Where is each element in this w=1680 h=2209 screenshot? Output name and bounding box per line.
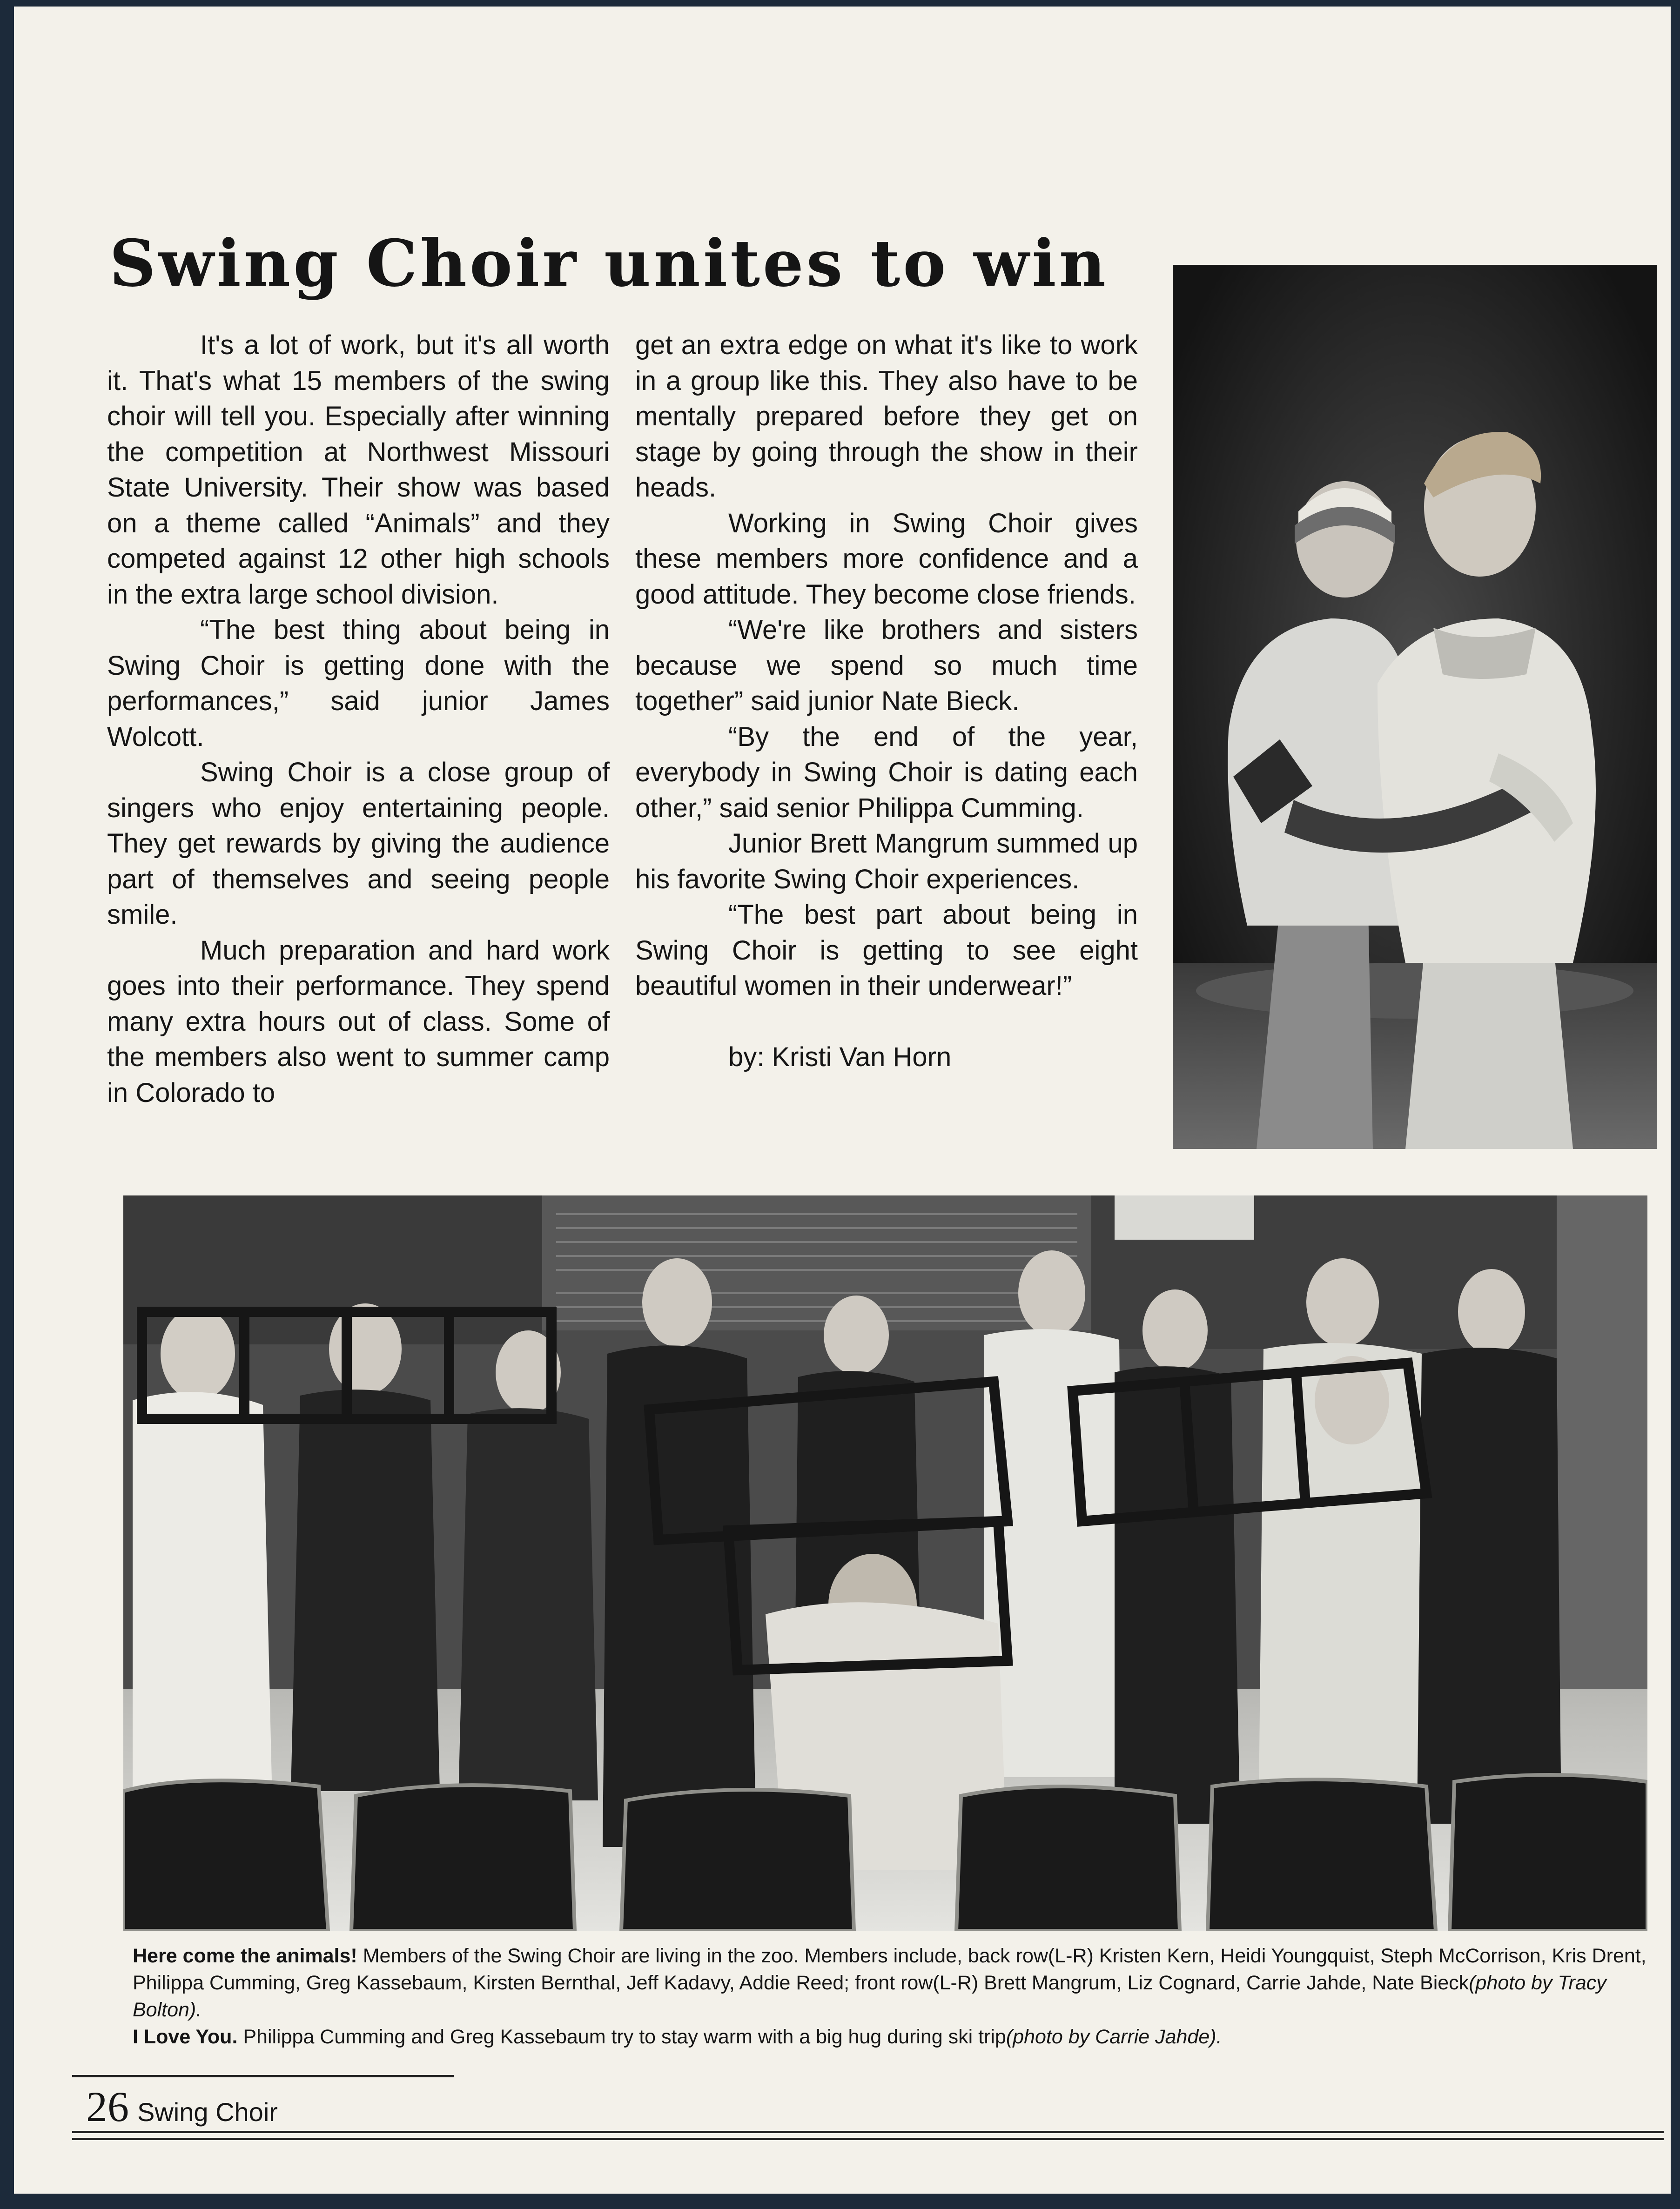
section-name: Swing Choir xyxy=(137,2097,278,2127)
article-paragraph: Swing Choir is a close group of singers who enjoy entertaining people. They get rewards by giving the audience part of themselves and seeing people smile. xyxy=(107,757,610,930)
article-paragraph-continuation: get an extra edge on what it's like to work in a group like this. They also have to be mentally prepared before they get on stage by going through the show in their heads. xyxy=(635,330,1138,503)
photo-credit: (photo by Carrie Jahde). xyxy=(1006,2026,1222,2048)
footer-rule-bottom-2 xyxy=(72,2138,1664,2140)
group-photo-image xyxy=(123,1195,1647,1931)
photo-captions xyxy=(133,1942,1650,2050)
hug-photo xyxy=(1173,265,1657,1149)
headline: Swing Choir unites to win xyxy=(109,225,1109,301)
article-paragraph: “By the end of the year, everybody in Swing Choir is dating each other,” said senior Philippa Cumming. xyxy=(635,721,1138,823)
article-paragraph: “The best thing about being in Swing Choir is getting done with the performances,” said junior James Wolcott. xyxy=(107,615,610,752)
caption-lead: Here come the animals! xyxy=(133,1945,357,1967)
article-paragraph: Junior Brett Mangrum summed up his favorite Swing Choir experiences. xyxy=(635,828,1138,894)
footer-rule-bottom xyxy=(72,2131,1664,2133)
article-paragraph: “We're like brothers and sisters because we spend so much time together” said junior Nate Bieck. xyxy=(635,615,1138,716)
caption-text: Philippa Cumming and Greg Kassebaum try to stay warm with a big hug during ski trip xyxy=(243,2026,1006,2048)
article-paragraph: “The best part about being in Swing Choir is getting to see eight beautiful women in their underwear!” xyxy=(635,900,1138,1001)
photo-credit: (photo by Tracy Bolton). xyxy=(133,1972,1606,2021)
page-folio xyxy=(86,2082,278,2131)
caption-text: Members of the Swing Choir are living in the zoo. Members include, back row(L-R) Kristen Kern, Heidi Youngquist, Steph McCorrison, Kris Drent, Philippa Cumming, Greg Kassebaum, Kirsten Bernthal, Jeff Kadavy, Addie Reed; front row(L-R) Brett Mangrum, Liz Cognard, Carrie Jahde, Nate Bieck xyxy=(133,1945,1646,1994)
page-number: 26 xyxy=(86,2083,129,2130)
article-paragraph: Working in Swing Choir gives these members more confidence and a good attitude. They become close friends. xyxy=(635,508,1138,610)
article-column-2 xyxy=(635,328,1138,1075)
footer-rule-top xyxy=(72,2075,454,2077)
article-paragraph: Much preparation and hard work goes into their performance. They spend many extra hours out of class. Some of the members also went to summer camp in Colorado to xyxy=(107,935,610,1108)
article-column-1 xyxy=(107,328,610,1111)
byline: by: Kristi Van Horn xyxy=(728,1041,952,1072)
hug-photo-image xyxy=(1173,265,1657,1149)
group-photo-caption xyxy=(133,1942,1650,2023)
yearbook-page xyxy=(14,7,1671,2194)
hug-photo-caption xyxy=(133,2023,1650,2050)
group-photo xyxy=(123,1195,1647,1931)
caption-lead: I Love You. xyxy=(133,2026,238,2048)
article-paragraph: It's a lot of work, but it's all worth it. That's what 15 members of the swing choir will tell you. Especially after winning the competition at Northwest Missouri State University. Their show was based on a theme called “Animals” and they competed against 12 other high schools in the extra large school division. xyxy=(107,330,610,610)
